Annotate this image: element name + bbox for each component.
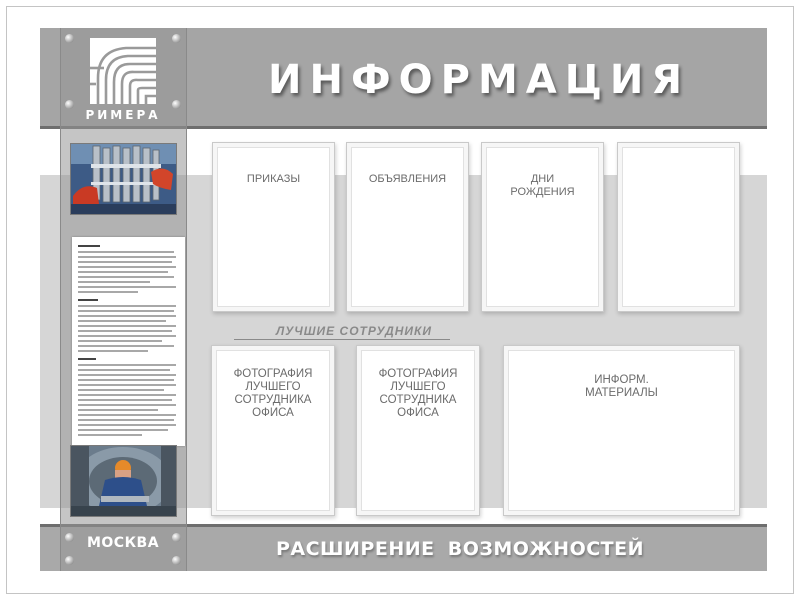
pocket-label: ФОТОГРАФИЯ ЛУЧШЕГО СОТРУДНИКА ОФИСА (233, 368, 313, 419)
pocket-info-materials (503, 345, 740, 516)
info-board (40, 28, 767, 571)
best-employees-underline (234, 339, 450, 340)
company-text-sheet (72, 237, 185, 446)
screw-icon (65, 34, 74, 43)
pocket-best-employee-photo (211, 345, 335, 516)
pocket-label: ПРИКАЗЫ (246, 173, 301, 185)
screw-icon (172, 34, 181, 43)
pocket-orders (212, 142, 335, 312)
best-employees-heading: ЛУЧШИЕ СОТРУДНИКИ (275, 324, 433, 338)
industrial-photo-top (70, 143, 177, 215)
pocket-empty (617, 142, 740, 312)
board-title: ИНФОРМАЦИЯ (268, 57, 691, 103)
pocket-label: ДНИ РОЖДЕНИЯ (510, 173, 575, 198)
footer-slogan: РАСШИРЕНИЕ ВОЗМОЖНОСТЕЙ (275, 538, 645, 560)
rimera-logo-icon (90, 38, 156, 104)
city-label: МОСКВА (86, 535, 160, 551)
pocket-announcements (346, 142, 469, 312)
industrial-photo-bottom (70, 445, 177, 517)
logo-text: РИМЕРА (85, 108, 161, 122)
pocket-label: ОБЪЯВЛЕНИЯ (368, 173, 447, 185)
pocket-label: ФОТОГРАФИЯ ЛУЧШЕГО СОТРУДНИКА ОФИСА (378, 368, 458, 419)
pocket-best-employee-photo (356, 345, 480, 516)
pocket-label: ИНФОРМ. МАТЕРИАЛЫ (585, 374, 658, 399)
screw-icon (172, 556, 181, 565)
screw-icon (65, 556, 74, 565)
pocket-birthdays (481, 142, 604, 312)
